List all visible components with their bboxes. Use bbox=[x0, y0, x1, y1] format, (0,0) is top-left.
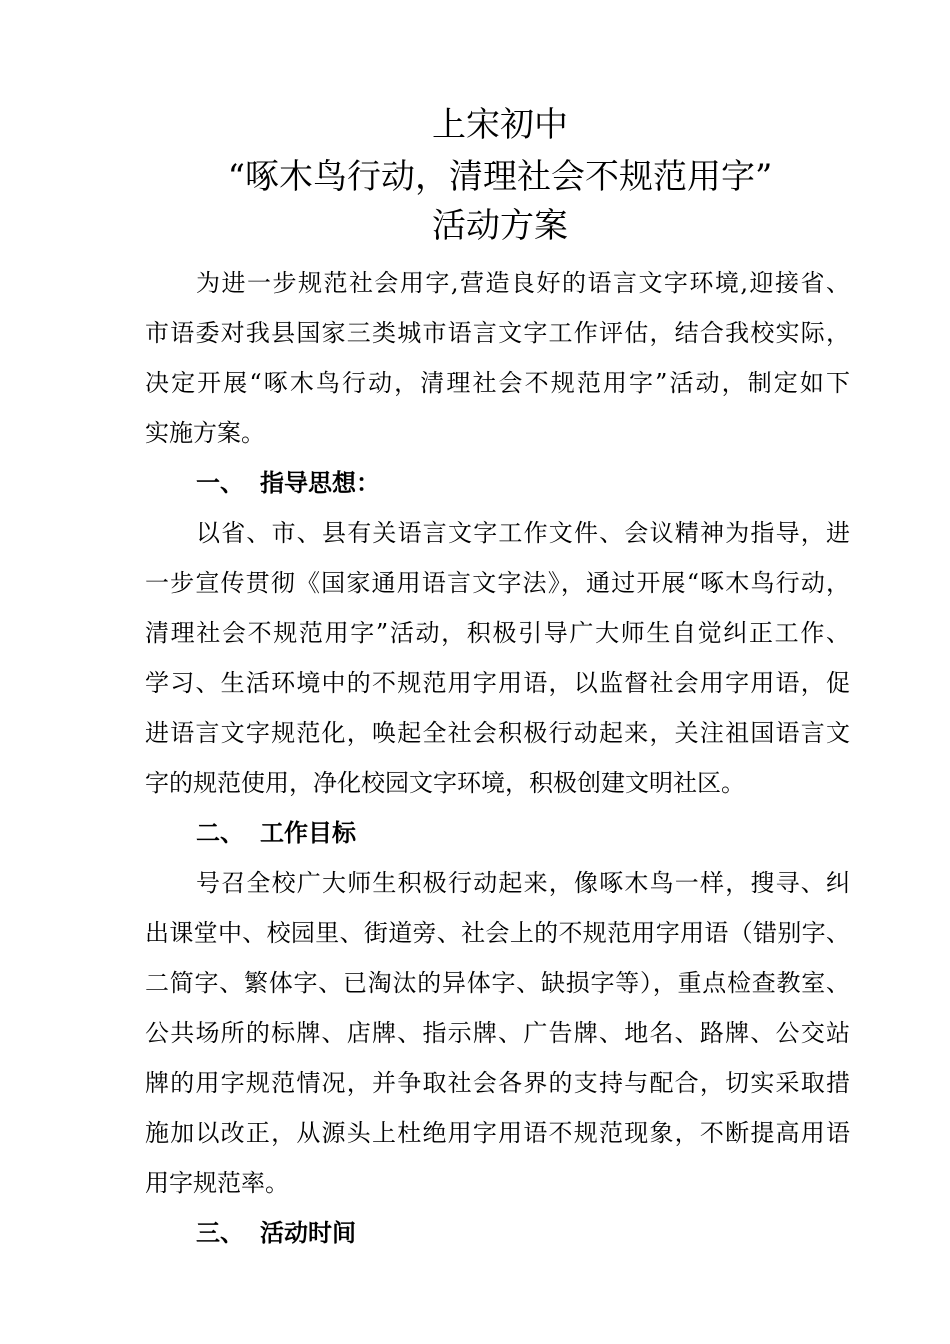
section-2-line-5: 牌的用字规范情况，并争取社会各界的支持与配合，切实采取措 bbox=[145, 1069, 850, 1097]
section-2-line-4: 公共场所的标牌、店牌、指示牌、广告牌、地名、路牌、公交站 bbox=[145, 1019, 850, 1047]
section-2-line-7: 用字规范率。 bbox=[145, 1169, 289, 1197]
intro-line-1: 为进一步规范社会用字,营造良好的语言文字环境,迎接省、 bbox=[196, 269, 850, 297]
section-2-number: 二、 bbox=[196, 819, 244, 847]
section-1-line-4: 学习、生活环境中的不规范用字用语，以监督社会用字用语，促 bbox=[145, 669, 850, 697]
intro-line-4: 实施方案。 bbox=[145, 419, 265, 447]
section-2-title: 工作目标 bbox=[260, 819, 356, 847]
section-1-title: 指导思想： bbox=[260, 469, 380, 497]
section-3-number: 三、 bbox=[196, 1219, 244, 1247]
section-2-line-2: 出课堂中、校园里、街道旁、社会上的不规范用字用语（错别字、 bbox=[145, 919, 850, 947]
intro-line-3: 决定开展“啄木鸟行动，清理社会不规范用字”活动，制定如下 bbox=[145, 369, 850, 397]
section-1-line-3: 清理社会不规范用字”活动，积极引导广大师生自觉纠正工作、 bbox=[145, 619, 850, 647]
intro-line-2: 市语委对我县国家三类城市语言文字工作评估，结合我校实际， bbox=[145, 319, 850, 347]
section-1-line-2: 一步宣传贯彻《国家通用语言文字法》，通过开展“啄木鸟行动， bbox=[145, 569, 850, 597]
section-1-line-6: 字的规范使用，净化校园文字环境，积极创建文明社区。 bbox=[145, 769, 745, 797]
section-1-line-1: 以省、市、县有关语言文字工作文件、会议精神为指导，进 bbox=[196, 519, 850, 547]
section-1-heading bbox=[196, 468, 380, 498]
title-school: 上宋初中 bbox=[432, 105, 568, 145]
section-2-line-3: 二简字、繁体字、已淘汰的异体字、缺损字等），重点检查教室、 bbox=[145, 969, 850, 997]
section-1-line-5: 进语言文字规范化，唤起全社会积极行动起来，关注祖国语言文 bbox=[145, 719, 850, 747]
section-2-line-6: 施加以改正，从源头上杜绝用字用语不规范现象，不断提高用语 bbox=[145, 1119, 850, 1147]
title-activity: “啄木鸟行动，清理社会不规范用字” bbox=[227, 157, 773, 197]
section-2-heading bbox=[196, 818, 356, 848]
title-plan: 活动方案 bbox=[432, 206, 568, 246]
section-3-heading bbox=[196, 1218, 356, 1248]
section-3-title: 活动时间 bbox=[260, 1219, 356, 1247]
section-1-number: 一、 bbox=[196, 469, 244, 497]
section-2-line-1: 号召全校广大师生积极行动起来，像啄木鸟一样，搜寻、纠 bbox=[196, 869, 850, 897]
